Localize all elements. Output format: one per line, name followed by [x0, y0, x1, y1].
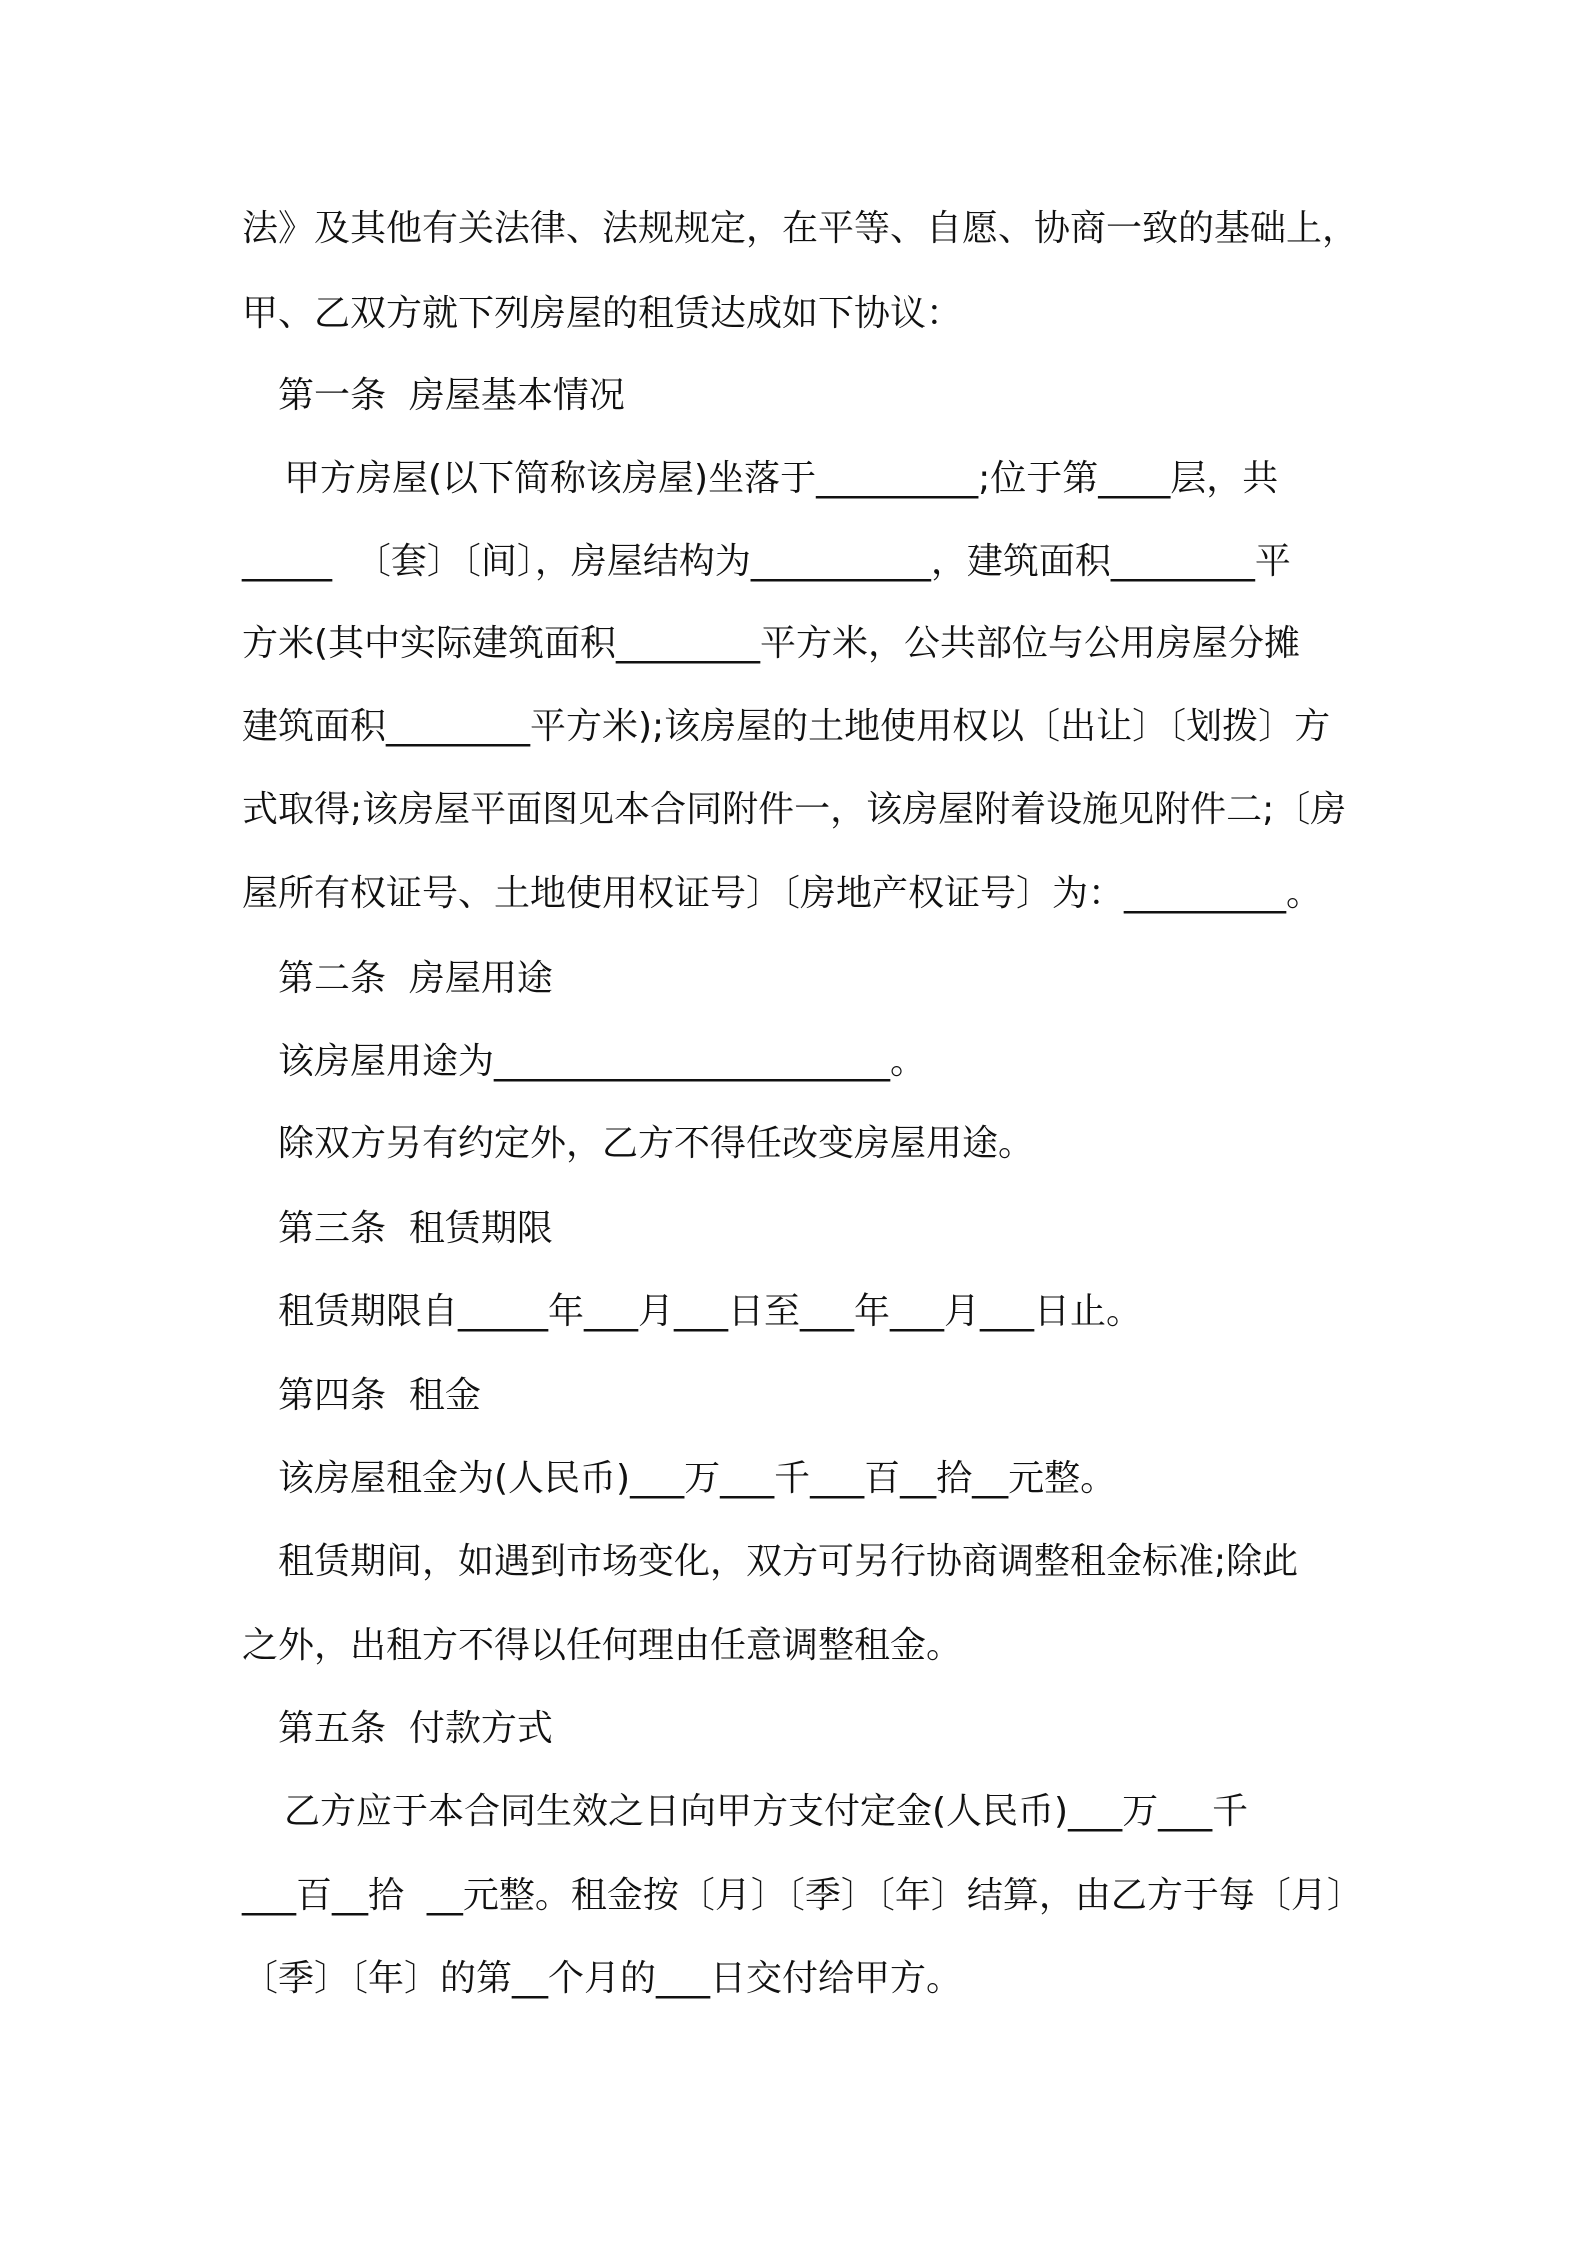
paragraph-line: 该房屋用途为______________________。 — [278, 1041, 927, 1082]
paragraph-line: 屋所有权证号、土地使用权证号〕〔房地产权证号〕为：_________。 — [242, 873, 1323, 914]
paragraph-line: 甲方房屋(以下简称该房屋)坐落于_________;位于第____层，共 — [284, 458, 1279, 499]
paragraph-line: 甲、乙双方就下列房屋的租赁达成如下协议： — [242, 293, 963, 334]
paragraph-line: 乙方应于本合同生效之日向甲方支付定金(人民币)___万___千 — [284, 1791, 1249, 1832]
paragraph-line: 方米(其中实际建筑面积________平方米，公共部位与公用房屋分摊 — [242, 623, 1301, 664]
paragraph-line: 〔季〕〔年〕的第__个月的___日交付给甲方。 — [242, 1958, 963, 1999]
section-heading: 第五条 付款方式 — [278, 1708, 553, 1749]
paragraph-line: ___百__拾 __元整。租金按〔月〕〔季〕〔年〕结算，由乙方于每〔月〕 — [242, 1875, 1363, 1916]
paragraph-line: 建筑面积________平方米);该房屋的土地使用权以〔出让〕〔划拨〕方 — [242, 706, 1331, 747]
paragraph-line: 租赁期间，如遇到市场变化，双方可另行协商调整租金标准;除此 — [278, 1541, 1299, 1582]
section-heading: 第一条 房屋基本情况 — [278, 375, 625, 416]
section-heading: 第三条 租赁期限 — [278, 1208, 553, 1249]
paragraph-line: 式取得;该房屋平面图见本合同附件一，该房屋附着设施见附件二;〔房 — [242, 789, 1347, 830]
paragraph-line: 之外，出租方不得以任何理由任意调整租金。 — [242, 1625, 963, 1666]
section-heading: 第二条 房屋用途 — [278, 958, 553, 999]
paragraph-line: 租赁期限自_____年___月___日至___年___月___日止。 — [278, 1291, 1143, 1332]
paragraph-line: 法》及其他有关法律、法规规定，在平等、自愿、协商一致的基础上， — [242, 208, 1359, 249]
paragraph-line: 该房屋租金为(人民币)___万___千___百__拾__元整。 — [278, 1458, 1117, 1499]
paragraph-line: 除双方另有约定外，乙方不得任改变房屋用途。 — [278, 1123, 1035, 1164]
paragraph-line: _____ 〔套〕〔间〕，房屋结构为__________，建筑面积________平 — [242, 541, 1291, 582]
section-heading: 第四条 租金 — [278, 1375, 481, 1416]
